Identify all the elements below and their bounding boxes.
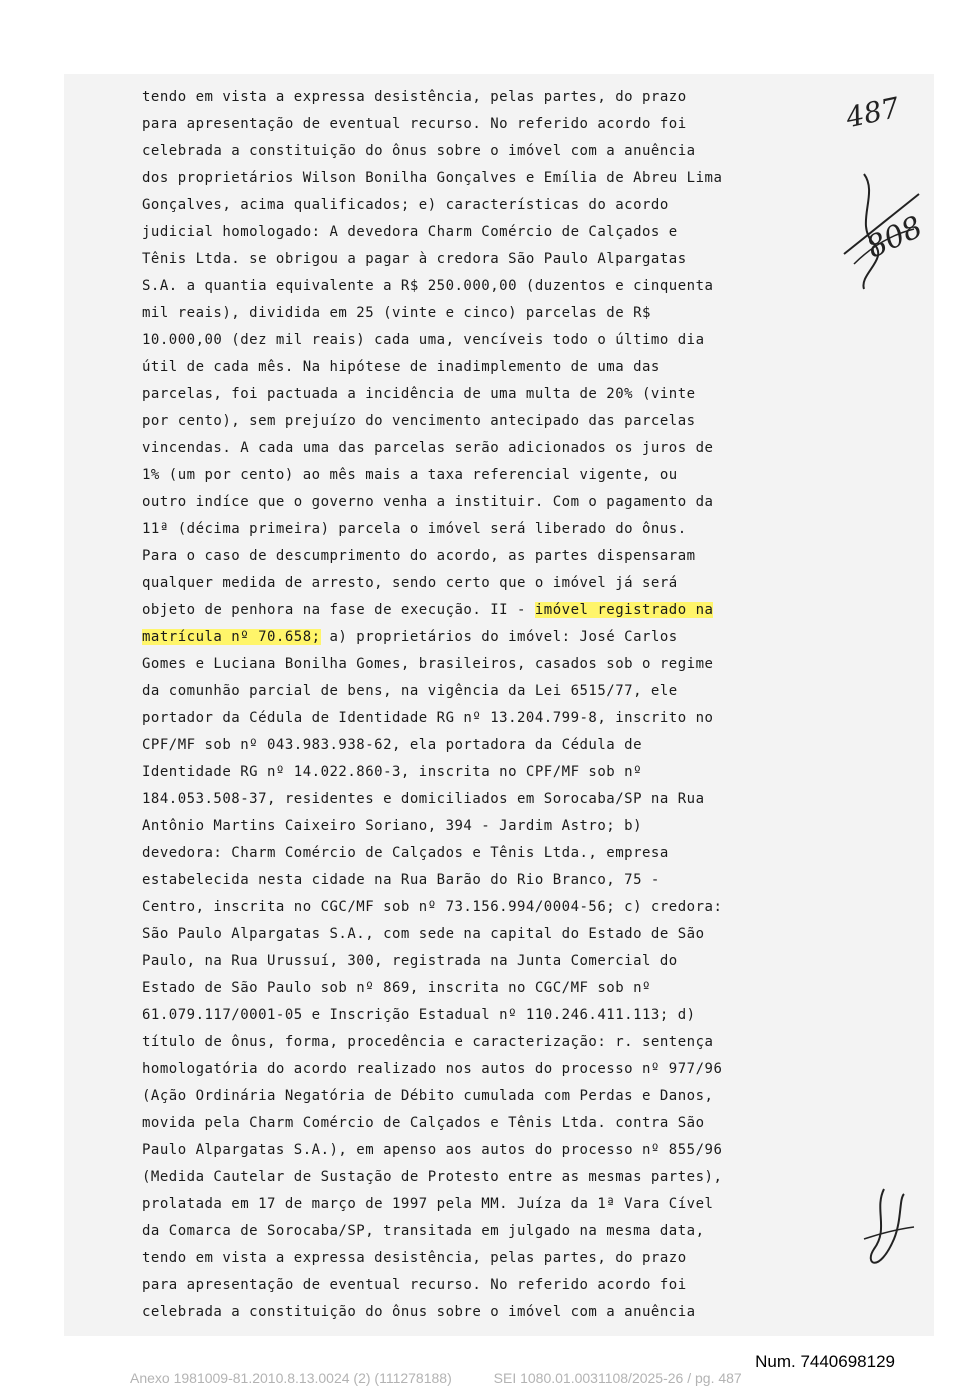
- text-line: outro indíce que o governo venha a instituir. Com o pagamento da: [142, 494, 714, 510]
- text-line-segment: objeto de penhora na fase de execução. II -: [142, 602, 535, 618]
- text-line: qualquer medida de arresto, sendo certo que o imóvel já será: [142, 575, 678, 591]
- text-line: vincendas. A cada uma das parcelas serão adicionados os juros de: [142, 440, 714, 456]
- text-line: útil de cada mês. Na hipótese de inadimplemento de uma das: [142, 359, 660, 375]
- sei-reference: SEI 1080.01.0031108/2025-26 / pg. 487: [493, 1370, 742, 1386]
- text-line: Centro, inscrita no CGC/MF sob nº 73.156.994/0004-56; c) credora:: [142, 899, 723, 915]
- text-line: título de ônus, forma, procedência e caracterização: r. sentença: [142, 1034, 714, 1050]
- text-line: Antônio Martins Caixeiro Soriano, 394 - Jardim Astro; b): [142, 818, 643, 834]
- text-line: Estado de São Paulo sob nº 869, inscrita no CGC/MF sob nº: [142, 980, 651, 996]
- text-line: Paulo Alpargatas S.A.), em apenso aos autos do processo nº 855/96: [142, 1142, 723, 1158]
- text-line: 10.000,00 (dez mil reais) cada uma, vencíveis todo o último dia: [142, 332, 705, 348]
- document-number: Num. 7440698129: [755, 1352, 895, 1371]
- text-line: estabelecida nesta cidade na Rua Barão do Rio Branco, 75 -: [142, 872, 660, 888]
- text-line: S.A. a quantia equivalente a R$ 250.000,00 (duzentos e cinquenta: [142, 278, 714, 294]
- scanned-page: [64, 74, 934, 1336]
- text-line: [142, 597, 842, 624]
- text-line: (Ação Ordinária Negatória de Débito cumulada com Perdas e Danos,: [142, 1088, 714, 1104]
- text-line: movida pela Charm Comércio de Calçados e Tênis Ltda. contra São: [142, 1115, 705, 1131]
- text-line: Gonçalves, acima qualificados; e) características do acordo: [142, 197, 669, 213]
- text-line: da Comarca de Sorocaba/SP, transitada em julgado na mesma data,: [142, 1223, 705, 1239]
- text-line: homologatória do acordo realizado nos autos do processo nº 977/96: [142, 1061, 723, 1077]
- signature-mark: [834, 134, 924, 294]
- text-line: judicial homologado: A devedora Charm Comércio de Calçados e: [142, 224, 678, 240]
- text-line: CPF/MF sob nº 043.983.938-62, ela portadora da Cédula de: [142, 737, 643, 753]
- text-line: Gomes e Luciana Bonilha Gomes, brasileiros, casados sob o regime: [142, 656, 714, 672]
- highlighted-text: matrícula nº 70.658;: [142, 629, 321, 645]
- text-line: por cento), sem prejuízo do vencimento antecipado das parcelas: [142, 413, 696, 429]
- text-line: 1% (um por cento) ao mês mais a taxa referencial vigente, ou: [142, 467, 678, 483]
- text-line: 61.079.117/0001-05 e Inscrição Estadual nº 110.246.411.113; d): [142, 1007, 696, 1023]
- text-line: Identidade RG nº 14.022.860-3, inscrita no CPF/MF sob nº: [142, 764, 643, 780]
- text-line: Para o caso de descumprimento do acordo, as partes dispensaram: [142, 548, 696, 564]
- text-line: Paulo, na Rua Urussuí, 300, registrada na Junta Comercial do: [142, 953, 678, 969]
- margin-note-sheet-number: 808: [861, 209, 928, 266]
- text-line: dos proprietários Wilson Bonilha Gonçalves e Emília de Abreu Lima: [142, 170, 723, 186]
- text-line: prolatada em 17 de março de 1997 pela MM. Juíza da 1ª Vara Cível: [142, 1196, 714, 1212]
- text-line: celebrada a constituição do ônus sobre o imóvel com a anuência: [142, 1304, 696, 1320]
- footer-reference: [130, 1370, 780, 1386]
- text-line: mil reais), dividida em 25 (vinte e cinco) parcelas de R$: [142, 305, 651, 321]
- text-line: tendo em vista a expressa desistência, pelas partes, do prazo: [142, 89, 687, 105]
- document-body: [142, 84, 842, 1326]
- text-line: para apresentação de eventual recurso. No referido acordo foi: [142, 116, 687, 132]
- text-line: Tênis Ltda. se obrigou a pagar à credora São Paulo Alpargatas: [142, 251, 687, 267]
- text-line: 11ª (décima primeira) parcela o imóvel será liberado do ônus.: [142, 521, 687, 537]
- text-line: portador da Cédula de Identidade RG nº 13.204.799-8, inscrito no: [142, 710, 714, 726]
- text-line: 184.053.508-37, residentes e domiciliados em Sorocaba/SP na Rua: [142, 791, 705, 807]
- text-line: [142, 624, 842, 651]
- initials-mark: [844, 1179, 924, 1279]
- text-line: celebrada a constituição do ônus sobre o imóvel com a anuência: [142, 143, 696, 159]
- text-line: (Medida Cautelar de Sustação de Protesto entre as mesmas partes),: [142, 1169, 723, 1185]
- text-line: para apresentação de eventual recurso. No referido acordo foi: [142, 1277, 687, 1293]
- text-line: da comunhão parcial de bens, na vigência da Lei 6515/77, ele: [142, 683, 678, 699]
- margin-note-page-number: 487: [843, 90, 903, 135]
- annex-reference: Anexo 1981009-81.2010.8.13.0024 (2) (111278188): [130, 1370, 452, 1386]
- text-line: parcelas, foi pactuada a incidência de uma multa de 20% (vinte: [142, 386, 696, 402]
- text-line-segment: a) proprietários do imóvel: José Carlos: [320, 629, 678, 645]
- text-line: devedora: Charm Comércio de Calçados e Tênis Ltda., empresa: [142, 845, 669, 861]
- highlighted-text: imóvel registrado na: [534, 602, 714, 618]
- text-line: tendo em vista a expressa desistência, pelas partes, do prazo: [142, 1250, 687, 1266]
- text-line: São Paulo Alpargatas S.A., com sede na capital do Estado de São: [142, 926, 705, 942]
